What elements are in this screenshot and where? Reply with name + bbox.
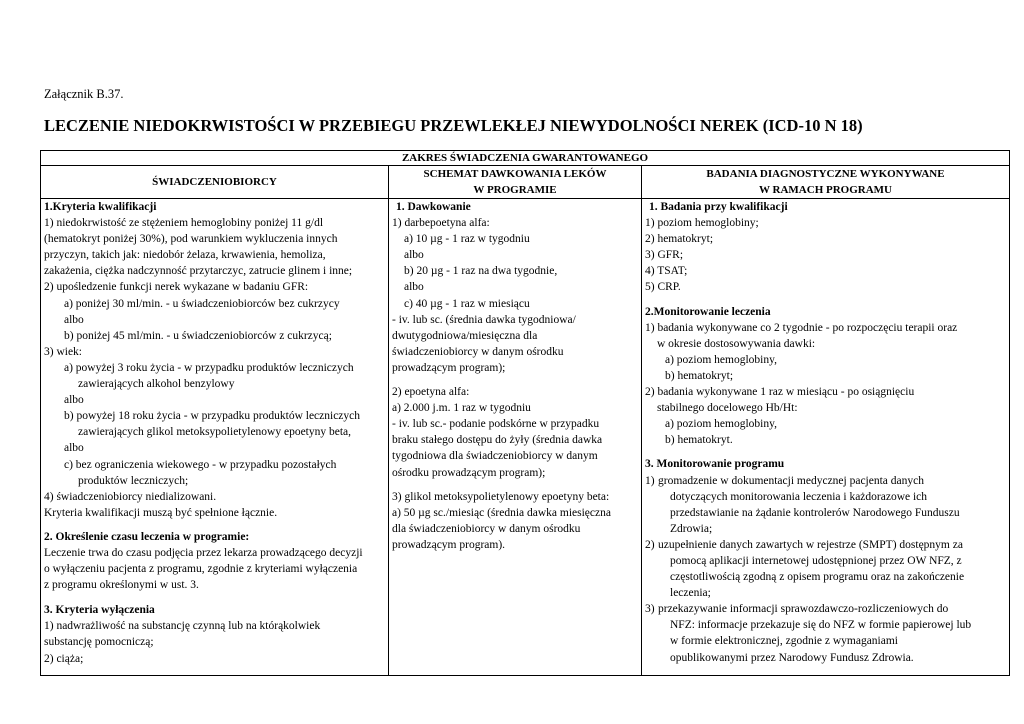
section-kryteria-wylaczenia xyxy=(44,602,385,666)
text-line: 2) ciąża; xyxy=(44,652,84,665)
text-line: pomocą aplikacji internetowej udostępnionej przez OW NFZ, z xyxy=(670,554,962,567)
text-line: 1) poziom hemoglobiny; xyxy=(645,217,759,230)
text-line: prowadzącym program). xyxy=(392,538,506,551)
text-line: o wyłączeniu pacjenta z programu, zgodnie z kryteriami wyłączenia xyxy=(44,563,358,576)
text-line: a) 10 µg - 1 raz w tygodniu xyxy=(404,233,530,246)
text-line: częstotliwością zgodną z opisem programu oraz na zakończenie xyxy=(670,571,965,584)
text-line: c) 40 µg - 1 raz w miesiącu xyxy=(404,297,530,310)
text-line: Zdrowia; xyxy=(670,522,713,535)
header-col2-line1: SCHEMAT DAWKOWANIA LEKÓW xyxy=(423,168,607,180)
text-line: gromadzenie w dokumentacji medycznej pacjenta danych xyxy=(658,474,924,487)
text-line: - iv. lub sc. (średnia dawka tygodniowa/ xyxy=(392,313,576,326)
text-line: a) 2.000 j.m. 1 raz w tygodniu xyxy=(392,402,531,415)
text-line: b) hematokryt. xyxy=(665,434,733,447)
section-title: 2. Określenie czasu leczenia w programie: xyxy=(44,530,250,543)
text-line: w formie elektronicznej, zgodnie z wymaganiami xyxy=(670,635,898,648)
text-line: świadczeniobiorcy w danym ośrodku xyxy=(392,345,564,358)
section-czas-leczenia xyxy=(44,529,385,593)
text-line: 1) nadwrażliwość na substancję czynną lub na którąkolwiek xyxy=(44,620,321,633)
header-col1-text: ŚWIADCZENIOBIORCY xyxy=(152,176,277,188)
section-dawkowanie xyxy=(392,199,638,376)
col-badania-diagnostyczne xyxy=(642,199,1010,676)
text-line: 4) świadczeniobiorcy niedializowani. xyxy=(44,490,217,503)
text-line: zawierających alkohol benzylowy xyxy=(78,378,235,391)
text-line: przekazywanie informacji sprawozdawczo-rozliczeniowych do xyxy=(658,603,949,616)
col-swiadczeniobiorcy xyxy=(41,199,389,676)
text-line: (hematokryt poniżej 30%), pod warunkiem wykluczenia innych xyxy=(44,233,338,246)
section-badania-kwalifikacja xyxy=(645,199,1006,296)
text-line: stabilnego docelowego Hb/Ht: xyxy=(657,402,798,415)
list-item xyxy=(645,473,1006,537)
text-line: albo xyxy=(64,394,84,407)
text-line: zakażenia, ciężka nadczynność przytarczyc, zatrucie glinem i inne; xyxy=(44,265,353,278)
item-number: 3) xyxy=(645,603,655,616)
text-line: 2) epoetyna alfa: xyxy=(392,386,470,399)
text-line: tygodniowa dla świadczeniobiorcy w danym xyxy=(392,450,598,463)
text-line: b) powyżej 18 roku życia - w przypadku produktów leczniczych xyxy=(64,410,361,423)
item-number: 2) xyxy=(645,538,655,551)
text-line: substancję pomocniczą; xyxy=(44,636,154,649)
zakres-header: ZAKRES ŚWIADCZENIA GWARANTOWANEGO xyxy=(41,151,1010,166)
header-badania-diagnostyczne xyxy=(642,166,1010,199)
text-line: albo xyxy=(404,249,424,262)
list-item xyxy=(645,537,1006,601)
header-col3-line2: W RAMACH PROGRAMU xyxy=(758,184,892,196)
text-line: produktów leczniczych; xyxy=(78,474,189,487)
section-title: 1. Badania przy kwalifikacji xyxy=(649,201,788,213)
text-line: zawierających glikol metoksypolietylenowy epoetyny beta, xyxy=(78,426,352,439)
item-number: 1) xyxy=(645,474,655,487)
list-item xyxy=(645,601,1006,665)
header-col3-line1: BADANIA DIAGNOSTYCZNE WYKONYWANE xyxy=(706,168,945,180)
text-line: albo xyxy=(64,313,84,326)
text-line: 1) darbepoetyna alfa: xyxy=(392,217,490,230)
text-line: Leczenie trwa do czasu podjęcia przez lekarza prowadzącego decyzji xyxy=(44,546,363,559)
text-line: NFZ: informacje przekazuje się do NFZ w formie papierowej lub xyxy=(670,619,972,632)
text-line: a) 50 µg sc./miesiąc (średnia dawka miesięczna xyxy=(392,506,611,519)
text-line: 3) glikol metoksypolietylenowy epoetyny beta: xyxy=(392,490,610,503)
text-line: prowadzącym program); xyxy=(392,361,506,374)
text-line: uzupełnienie danych zawartych w rejestrze (SMPT) dostępnym za xyxy=(658,538,963,551)
section-epoetyna-alfa xyxy=(392,384,638,481)
text-line: opublikowanymi przez Narodowy Fundusz Zdrowia. xyxy=(670,651,914,664)
text-line: z programu określonymi w ust. 3. xyxy=(44,579,199,592)
text-line: Kryteria kwalifikacji muszą być spełnione łącznie. xyxy=(44,506,278,519)
text-line: albo xyxy=(404,281,424,294)
section-title: 3. Monitorowanie programu xyxy=(645,458,785,471)
text-line: b) 20 µg - 1 raz na dwa tygodnie, xyxy=(404,265,558,278)
text-line: przyczyn, takich jak: niedobór żelaza, krwawienia, hemoliza, xyxy=(44,249,326,262)
text-line: dwutygodniowa/miesięczna dla xyxy=(392,329,538,342)
text-line: w okresie dostosowywania dawki: xyxy=(657,337,816,350)
section-monitorowanie-programu xyxy=(645,456,1006,665)
text-line: 2) badania wykonywane 1 raz w miesiącu - po osiągnięciu xyxy=(645,386,915,399)
section-glikol-epoetyny-beta xyxy=(392,489,638,553)
text-line: 3) GFR; xyxy=(645,249,684,262)
section-title: 3. Kryteria wyłączenia xyxy=(44,604,155,617)
text-line: b) poniżej 45 ml/min. - u świadczeniobiorców z cukrzycą; xyxy=(64,329,332,342)
text-line: a) poziom hemoglobiny, xyxy=(665,418,777,431)
text-line: 3) wiek: xyxy=(44,345,83,358)
section-kryteria-kwalifikacji xyxy=(44,199,385,521)
text-line: - iv. lub sc.- podanie podskórne w przypadku xyxy=(392,418,600,431)
text-line: 1) badania wykonywane co 2 tygodnie - po rozpoczęciu terapii oraz xyxy=(645,321,958,334)
text-line: leczenia; xyxy=(670,587,711,600)
header-swiadczeniobiorcy xyxy=(41,166,389,199)
header-schemat-dawkowania xyxy=(389,166,642,199)
text-line: dla świadczeniobiorcy w danym ośrodku xyxy=(392,522,581,535)
text-line: albo xyxy=(64,442,84,455)
section-monitorowanie-leczenia xyxy=(645,304,1006,449)
text-line: a) poniżej 30 ml/min. - u świadczeniobiorców bez cukrzycy xyxy=(64,297,340,310)
text-line: 5) CRP. xyxy=(645,281,681,294)
section-title: 2.Monitorowanie leczenia xyxy=(645,305,771,318)
program-table xyxy=(40,150,1010,676)
zakres-row xyxy=(41,151,1010,166)
text-line: przedstawianie na żądanie kontrolerów Narodowego Funduszu xyxy=(670,506,960,519)
text-line: b) hematokryt; xyxy=(665,369,734,382)
content-row xyxy=(41,199,1010,676)
text-line: braku stałego dostępu do żyły (średnia dawka xyxy=(392,434,603,447)
text-line: ośrodku prowadzącym program); xyxy=(392,466,546,479)
section-title: 1. Dawkowanie xyxy=(396,201,471,213)
text-line: dotyczących monitorowania leczenia i każdorazowe ich xyxy=(670,490,928,503)
header-row xyxy=(41,166,1010,199)
text-line: c) bez ograniczenia wiekowego - w przypadku pozostałych xyxy=(64,458,337,471)
section-title: 1.Kryteria kwalifikacji xyxy=(44,201,157,213)
annex-label: Załącznik B.37. xyxy=(44,87,124,101)
text-line: a) poziom hemoglobiny, xyxy=(665,353,777,366)
text-line: a) powyżej 3 roku życia - w przypadku produktów leczniczych xyxy=(64,361,354,374)
col-schemat-dawkowania xyxy=(389,199,642,676)
document-title: LECZENIE NIEDOKRWISTOŚCI W PRZEBIEGU PRZEWLEKŁEJ NIEWYDOLNOŚCI NEREK (ICD-10 N 18) xyxy=(44,116,863,135)
text-line: 4) TSAT; xyxy=(645,265,688,278)
text-line: 2) hematokryt; xyxy=(645,233,714,246)
header-col2-line2: W PROGRAMIE xyxy=(473,184,557,196)
text-line: 2) upośledzenie funkcji nerek wykazane w badaniu GFR: xyxy=(44,281,309,294)
text-line: 1) niedokrwistość ze stężeniem hemoglobiny poniżej 11 g/dl xyxy=(44,217,324,230)
